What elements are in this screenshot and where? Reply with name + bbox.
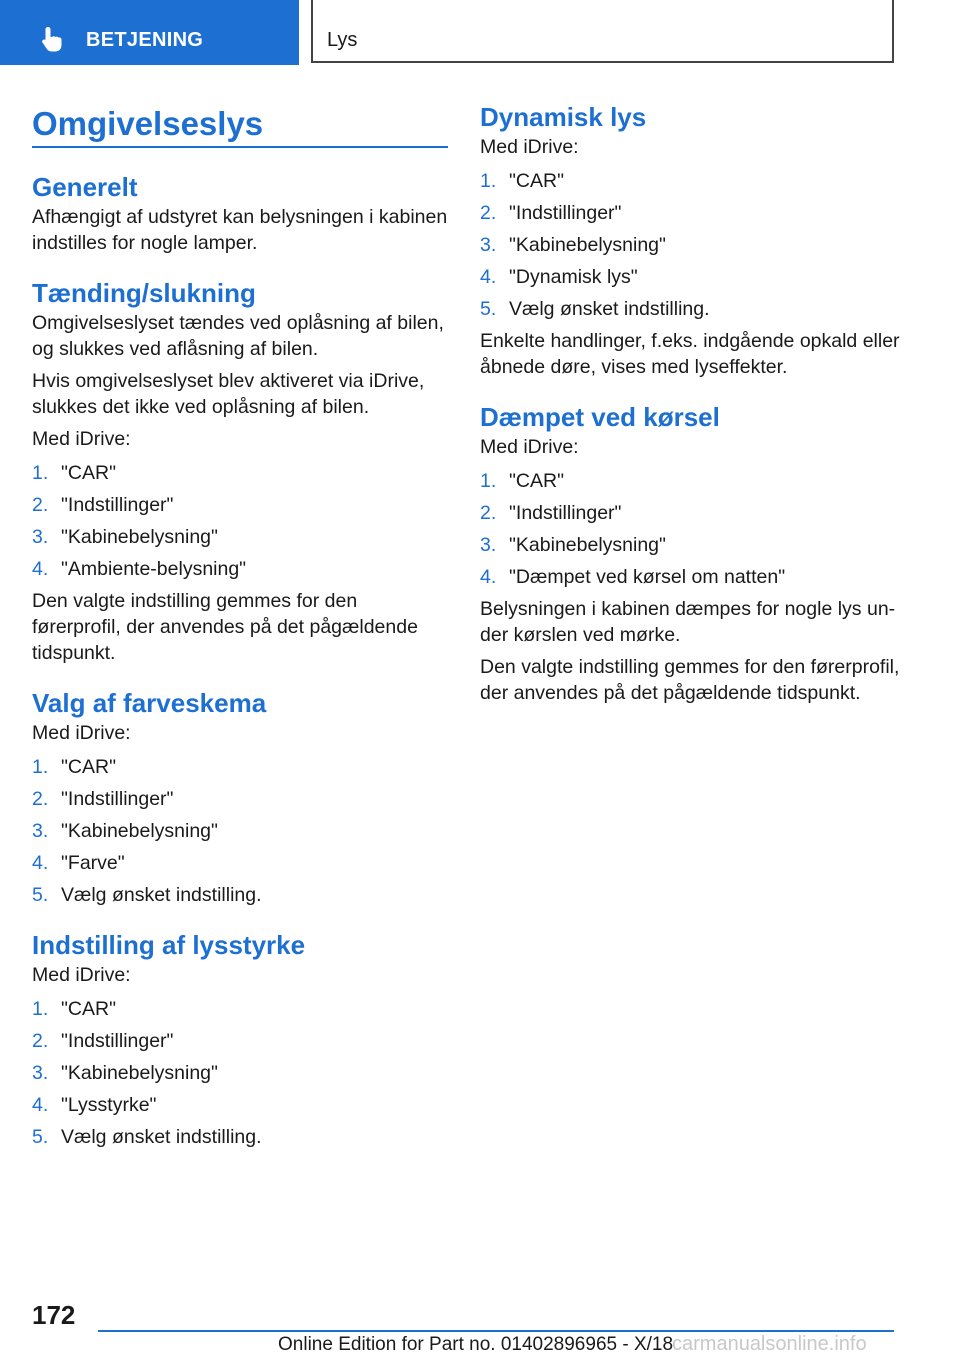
list-item: 5. Vælg ønsket indstilling. (480, 298, 710, 320)
list-item: 2. "Indstillinger" (32, 1030, 174, 1052)
paragraph: Den valgte indstilling gemmes for den førerprofil, der anvendes på det pågældende tidspunkt. (480, 656, 900, 704)
section-lysstyrke (32, 928, 448, 1150)
list-item: 1. "CAR" (32, 998, 117, 1020)
edition-text: Online Edition for Part no. 01402896965 - X/18 (278, 1334, 674, 1355)
list-item: 3. "Kabinebelysning" (32, 820, 218, 842)
section-generelt (32, 170, 448, 256)
list-item: 3. "Kabinebelysning" (480, 534, 666, 556)
breadcrumb (311, 0, 894, 63)
list-item: 1. "CAR" (32, 756, 117, 778)
list-item: 3. "Kabinebelysning" (32, 1062, 218, 1084)
page-number: 172 (32, 1300, 76, 1330)
paragraph: Enkelte handlinger, f.eks. indgående opkald eller åbnede døre, vises med lyseffekter. (480, 330, 900, 378)
list-item: 4. "Ambiente-belysning" (32, 558, 247, 580)
steps-list (32, 460, 448, 582)
heading-lysstyrke: Indstilling af lysstyrke (32, 930, 306, 960)
paragraph: Med iDrive: (480, 136, 579, 158)
page-title: Omgivelseslys (32, 105, 264, 142)
title-rule (32, 146, 448, 148)
list-item: 4. "Farve" (32, 852, 125, 874)
heading-taending: Tænding/slukning (32, 278, 256, 308)
list-item: 2. "Indstillinger" (32, 494, 174, 516)
heading-daempet: Dæmpet ved kørsel (480, 402, 720, 432)
section-dynamisk (480, 100, 900, 380)
list-item: 1. "CAR" (480, 170, 565, 192)
list-item: 4. "Dæmpet ved kørsel om natten" (480, 566, 786, 588)
watermark: carmanualsonline.info (672, 1333, 867, 1355)
list-item: 2. "Indstillinger" (480, 202, 622, 224)
paragraph: Omgivelseslyset tændes ved oplåsning af bilen, og slukkes ved aflåsning af bilen. (32, 312, 444, 360)
left-column (32, 100, 448, 1170)
paragraph: Med iDrive: (32, 964, 131, 986)
paragraph: Med iDrive: (32, 722, 131, 744)
paragraph: Den valgte indstilling gemmes for den førerprofil, der anvendes på det pågældende tidspunkt. (32, 590, 418, 664)
heading-farveskema: Valg af farveskema (32, 688, 267, 718)
paragraph: Belysningen i kabinen dæmpes for nogle lys under kørslen ved mørke. (480, 598, 896, 646)
paragraph: Afhængigt af udstyret kan belysningen i kabinen indstilles for nogle lamper. (32, 206, 448, 254)
pointing-hand-icon (38, 25, 66, 53)
list-item: 5. Vælg ønsket indstilling. (32, 884, 262, 906)
right-column (480, 100, 900, 726)
steps-list (480, 468, 900, 590)
heading-dynamisk: Dynamisk lys (480, 102, 647, 132)
list-item: 4. "Dynamisk lys" (480, 266, 638, 288)
list-item: 2. "Indstillinger" (480, 502, 622, 524)
section-tab (0, 0, 299, 65)
list-item: 2. "Indstillinger" (32, 788, 174, 810)
list-item: 4. "Lysstyrke" (32, 1094, 157, 1116)
list-item: 1. "CAR" (32, 462, 117, 484)
steps-list (32, 996, 448, 1150)
section-daempet (480, 400, 900, 706)
list-item: 3. "Kabinebelysning" (32, 526, 218, 548)
section-tab-label: BETJENING (86, 29, 204, 51)
steps-list (32, 754, 448, 908)
footer-rule (98, 1330, 894, 1332)
section-farveskema (32, 686, 448, 908)
paragraph: Med iDrive: (32, 428, 131, 450)
paragraph: Med iDrive: (480, 436, 579, 458)
paragraph: Hvis omgivelseslyset blev aktiveret via iDrive, slukkes det ikke ved oplåsning af bilen. (32, 370, 425, 418)
section-taending (32, 276, 448, 666)
list-item: 5. Vælg ønsket indstilling. (32, 1126, 262, 1148)
list-item: 3. "Kabinebelysning" (480, 234, 666, 256)
list-item: 1. "CAR" (480, 470, 565, 492)
heading-generelt: Generelt (32, 172, 138, 202)
breadcrumb-label: Lys (327, 29, 358, 51)
steps-list (480, 168, 900, 322)
